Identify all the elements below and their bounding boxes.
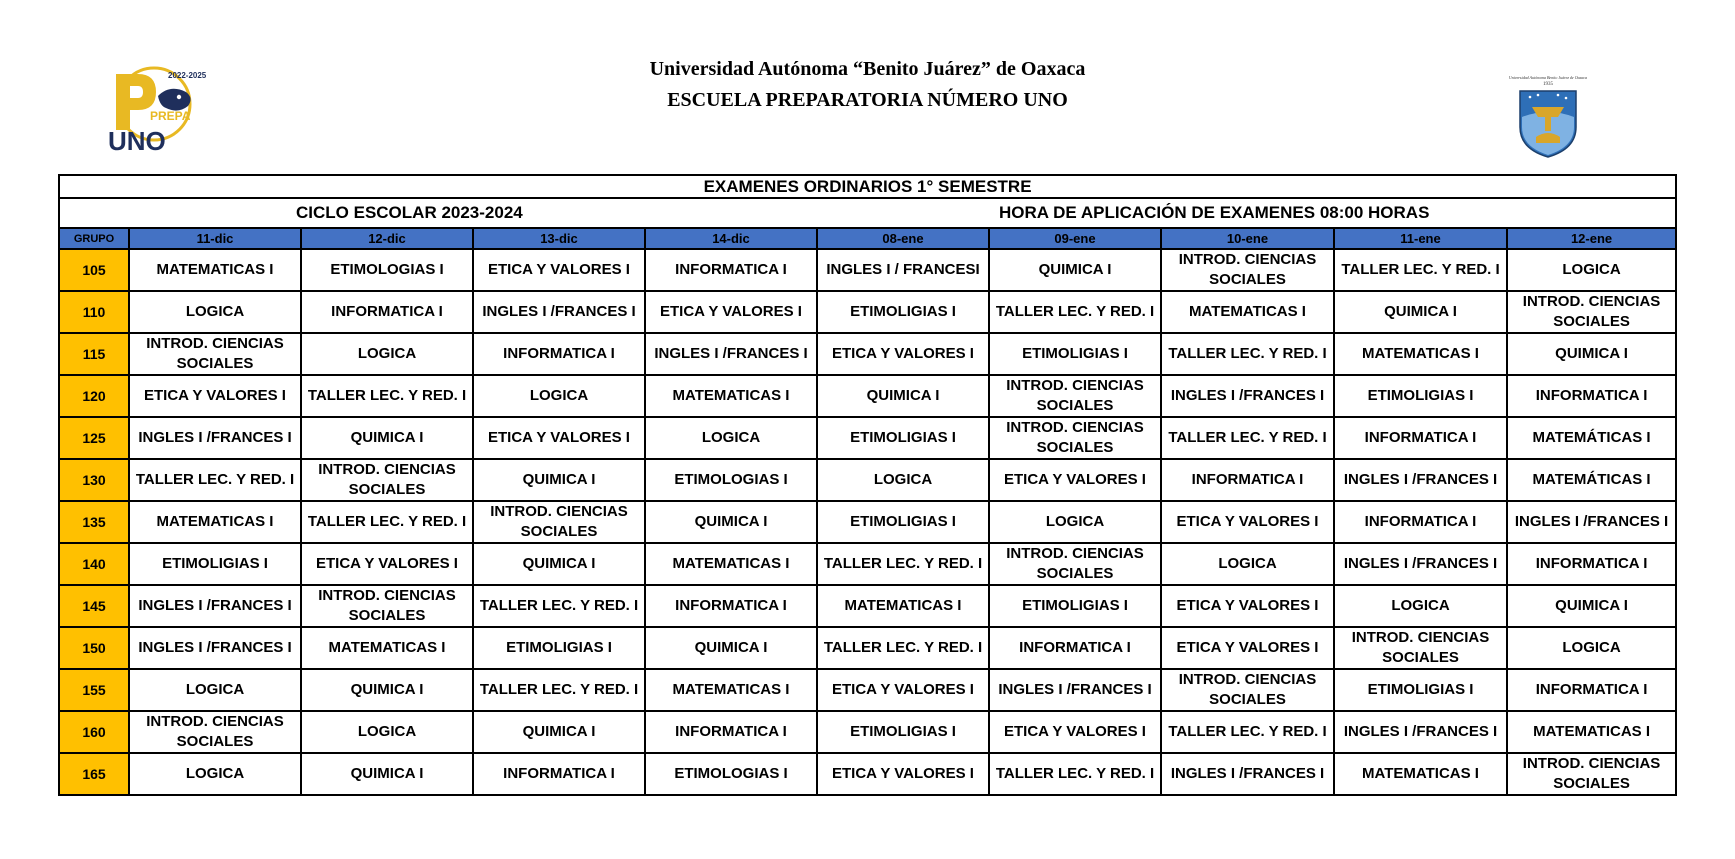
exam-subject-cell: LOGICA: [301, 333, 473, 375]
exam-subject-cell: INGLES I /FRANCES I: [1161, 375, 1334, 417]
seal-year-text: 1935: [1543, 82, 1553, 87]
exam-subject-cell: INTROD. CIENCIAS SOCIALES: [1507, 291, 1676, 333]
date-header: 08-ene: [817, 228, 989, 249]
group-column-header: GRUPO: [59, 228, 129, 249]
exam-subject-cell: MATEMATICAS I: [817, 585, 989, 627]
group-number: 105: [59, 249, 129, 291]
date-header: 10-ene: [1161, 228, 1334, 249]
exam-subject-cell: ETIMOLIGIAS I: [1334, 669, 1507, 711]
school-cycle: CICLO ESCOLAR 2023-2024: [296, 203, 523, 222]
exam-subject-cell: INFORMATICA I: [1334, 501, 1507, 543]
exam-subject-cell: LOGICA: [1507, 249, 1676, 291]
exam-subject-cell: ETIMOLOGIAS I: [645, 459, 817, 501]
exam-subject-cell: INTROD. CIENCIAS SOCIALES: [129, 711, 301, 753]
exam-subject-cell: INTROD. CIENCIAS SOCIALES: [473, 501, 645, 543]
seal-caption-text: Universidad Autónoma Benito Juárez de Oaxaca: [1508, 75, 1588, 80]
exam-subject-cell: MATEMATICAS I: [645, 669, 817, 711]
exam-subject-cell: INTROD. CIENCIAS SOCIALES: [1507, 753, 1676, 795]
exam-subject-cell: ETIMOLIGIAS I: [1334, 375, 1507, 417]
table-row: [59, 543, 1676, 585]
exam-subject-cell: ETIMOLIGIAS I: [817, 501, 989, 543]
table-row: [59, 333, 1676, 375]
exam-subject-cell: QUIMICA I: [473, 543, 645, 585]
exam-subject-cell: INFORMATICA I: [1507, 375, 1676, 417]
group-number: 150: [59, 627, 129, 669]
date-header: 13-dic: [473, 228, 645, 249]
exam-subject-cell: TALLER LEC. Y RED. I: [1161, 711, 1334, 753]
title-row: [59, 175, 1676, 198]
exam-subject-cell: MATEMATICAS I: [645, 375, 817, 417]
exam-subject-cell: INTROD. CIENCIAS SOCIALES: [129, 333, 301, 375]
schedule-title: EXAMENES ORDINARIOS 1° SEMESTRE: [59, 175, 1676, 198]
exam-subject-cell: MATEMATICAS I: [129, 249, 301, 291]
exam-subject-cell: ETICA Y VALORES I: [645, 291, 817, 333]
exam-subject-cell: INTROD. CIENCIAS SOCIALES: [1161, 249, 1334, 291]
table-row: [59, 753, 1676, 795]
group-number: 140: [59, 543, 129, 585]
exam-subject-cell: INGLES I /FRANCES I: [129, 417, 301, 459]
exam-hour: HORA DE APLICACIÓN DE EXAMENES 08:00 HORAS: [999, 203, 1430, 222]
exam-subject-cell: LOGICA: [129, 291, 301, 333]
logo-prepa-text: PREPA: [150, 109, 191, 123]
exam-subject-cell: ETIMOLIGIAS I: [817, 711, 989, 753]
exam-subject-cell: ETIMOLOGIAS I: [301, 249, 473, 291]
exam-subject-cell: LOGICA: [301, 711, 473, 753]
exam-subject-cell: MATEMATICAS I: [1334, 753, 1507, 795]
exam-subject-cell: INGLES I /FRANCES I: [129, 627, 301, 669]
group-number: 130: [59, 459, 129, 501]
exam-subject-cell: LOGICA: [645, 417, 817, 459]
exam-subject-cell: QUIMICA I: [1507, 585, 1676, 627]
table-row: [59, 585, 1676, 627]
exam-subject-cell: TALLER LEC. Y RED. I: [301, 501, 473, 543]
exam-subject-cell: ETICA Y VALORES I: [1161, 627, 1334, 669]
exam-subject-cell: MATEMATICAS I: [129, 501, 301, 543]
exam-subject-cell: ETIMOLIGIAS I: [817, 417, 989, 459]
group-number: 125: [59, 417, 129, 459]
date-header: 09-ene: [989, 228, 1161, 249]
exam-subject-cell: QUIMICA I: [645, 627, 817, 669]
group-number: 115: [59, 333, 129, 375]
exam-subject-cell: QUIMICA I: [1507, 333, 1676, 375]
exam-subject-cell: INFORMATICA I: [645, 711, 817, 753]
exam-subject-cell: MATEMÁTICAS I: [1507, 459, 1676, 501]
exam-subject-cell: ETIMOLIGIAS I: [817, 291, 989, 333]
exam-subject-cell: INTROD. CIENCIAS SOCIALES: [301, 585, 473, 627]
exam-subject-cell: ETICA Y VALORES I: [817, 333, 989, 375]
exam-subject-cell: ETICA Y VALORES I: [817, 669, 989, 711]
table-row: [59, 291, 1676, 333]
table-row: [59, 669, 1676, 711]
exam-subject-cell: ETICA Y VALORES I: [473, 417, 645, 459]
exam-subject-cell: INTROD. CIENCIAS SOCIALES: [989, 375, 1161, 417]
exam-subject-cell: INGLES I /FRANCES I: [1507, 501, 1676, 543]
logo-uno-text: UNO: [108, 126, 166, 156]
exam-subject-cell: INFORMATICA I: [645, 249, 817, 291]
exam-subject-cell: LOGICA: [129, 669, 301, 711]
table-row: [59, 375, 1676, 417]
school-name: ESCUELA PREPARATORIA NÚMERO UNO: [667, 89, 1068, 111]
exam-subject-cell: TALLER LEC. Y RED. I: [473, 585, 645, 627]
exam-subject-cell: TALLER LEC. Y RED. I: [817, 627, 989, 669]
exam-subject-cell: INGLES I /FRANCES I: [1334, 543, 1507, 585]
exam-subject-cell: TALLER LEC. Y RED. I: [1161, 417, 1334, 459]
exam-subject-cell: INGLES I /FRANCES I: [1161, 753, 1334, 795]
uabjo-seal-logo: [1508, 73, 1588, 159]
exam-subject-cell: ETIMOLIGIAS I: [989, 333, 1161, 375]
exam-subject-cell: LOGICA: [1161, 543, 1334, 585]
exam-subject-cell: TALLER LEC. Y RED. I: [989, 291, 1161, 333]
date-header: 12-ene: [1507, 228, 1676, 249]
table-row: [59, 627, 1676, 669]
exam-subject-cell: ETICA Y VALORES I: [1161, 585, 1334, 627]
group-number: 145: [59, 585, 129, 627]
exam-subject-cell: INGLES I /FRANCES I: [129, 585, 301, 627]
exam-subject-cell: QUIMICA I: [1334, 291, 1507, 333]
exam-subject-cell: INTROD. CIENCIAS SOCIALES: [989, 417, 1161, 459]
exam-subject-cell: LOGICA: [1334, 585, 1507, 627]
exam-subject-cell: QUIMICA I: [473, 711, 645, 753]
exam-subject-cell: MATEMÁTICAS I: [1507, 417, 1676, 459]
exam-subject-cell: QUIMICA I: [301, 417, 473, 459]
table-row: [59, 417, 1676, 459]
exam-subject-cell: INTROD. CIENCIAS SOCIALES: [989, 543, 1161, 585]
exam-subject-cell: MATEMATICAS I: [1334, 333, 1507, 375]
exam-subject-cell: ETIMOLIGIAS I: [989, 585, 1161, 627]
exam-subject-cell: TALLER LEC. Y RED. I: [817, 543, 989, 585]
exam-subject-cell: INFORMATICA I: [301, 291, 473, 333]
exam-subject-cell: INFORMATICA I: [1507, 669, 1676, 711]
group-number: 110: [59, 291, 129, 333]
exam-subject-cell: LOGICA: [989, 501, 1161, 543]
exam-subject-cell: MATEMATICAS I: [301, 627, 473, 669]
exam-subject-cell: ETICA Y VALORES I: [301, 543, 473, 585]
cycle-row: [59, 198, 1676, 228]
group-number: 155: [59, 669, 129, 711]
exam-subject-cell: LOGICA: [129, 753, 301, 795]
table-row: [59, 711, 1676, 753]
exam-subject-cell: QUIMICA I: [817, 375, 989, 417]
exam-subject-cell: INFORMATICA I: [473, 333, 645, 375]
exam-subject-cell: QUIMICA I: [301, 753, 473, 795]
exam-subject-cell: QUIMICA I: [473, 459, 645, 501]
exam-subject-cell: INGLES I /FRANCES I: [1334, 459, 1507, 501]
group-number: 135: [59, 501, 129, 543]
exam-subject-cell: ETICA Y VALORES I: [473, 249, 645, 291]
table-row: [59, 459, 1676, 501]
exam-subject-cell: INGLES I /FRANCES I: [645, 333, 817, 375]
exam-subject-cell: INTROD. CIENCIAS SOCIALES: [1334, 627, 1507, 669]
exam-subject-cell: ETICA Y VALORES I: [817, 753, 989, 795]
exam-subject-cell: INGLES I /FRANCES I: [989, 669, 1161, 711]
exam-subject-cell: QUIMICA I: [645, 501, 817, 543]
exam-subject-cell: MATEMATICAS I: [1507, 711, 1676, 753]
logo-years-text: 2022-2025: [168, 71, 207, 80]
exam-subject-cell: INFORMATICA I: [1161, 459, 1334, 501]
exam-subject-cell: LOGICA: [473, 375, 645, 417]
exam-subject-cell: LOGICA: [1507, 627, 1676, 669]
date-header: 14-dic: [645, 228, 817, 249]
exam-subject-cell: ETICA Y VALORES I: [129, 375, 301, 417]
university-name: Universidad Autónoma “Benito Juárez” de Oaxaca: [649, 58, 1086, 80]
exam-subject-cell: ETICA Y VALORES I: [989, 711, 1161, 753]
exam-subject-cell: ETICA Y VALORES I: [1161, 501, 1334, 543]
exam-subject-cell: INGLES I / FRANCESI: [817, 249, 989, 291]
group-number: 165: [59, 753, 129, 795]
table-row: [59, 249, 1676, 291]
exam-subject-cell: INFORMATICA I: [1334, 417, 1507, 459]
exam-subject-cell: INTROD. CIENCIAS SOCIALES: [1161, 669, 1334, 711]
date-header-row: [59, 228, 1676, 249]
exam-subject-cell: TALLER LEC. Y RED. I: [989, 753, 1161, 795]
exam-subject-cell: INGLES I /FRANCES I: [473, 291, 645, 333]
exam-subject-cell: INGLES I /FRANCES I: [1334, 711, 1507, 753]
exam-subject-cell: MATEMATICAS I: [1161, 291, 1334, 333]
exam-subject-cell: ETIMOLIGIAS I: [473, 627, 645, 669]
group-number: 120: [59, 375, 129, 417]
exam-subject-cell: MATEMATICAS I: [645, 543, 817, 585]
exam-subject-cell: INFORMATICA I: [473, 753, 645, 795]
date-header: 12-dic: [301, 228, 473, 249]
exam-subject-cell: TALLER LEC. Y RED. I: [129, 459, 301, 501]
exam-subject-cell: ETIMOLIGIAS I: [129, 543, 301, 585]
date-header: 11-dic: [129, 228, 301, 249]
exam-subject-cell: LOGICA: [817, 459, 989, 501]
exam-subject-cell: QUIMICA I: [301, 669, 473, 711]
exam-subject-cell: INTROD. CIENCIAS SOCIALES: [301, 459, 473, 501]
exam-subject-cell: INFORMATICA I: [645, 585, 817, 627]
table-row: [59, 501, 1676, 543]
exam-subject-cell: ETIMOLOGIAS I: [645, 753, 817, 795]
exam-subject-cell: TALLER LEC. Y RED. I: [1161, 333, 1334, 375]
exam-subject-cell: INFORMATICA I: [1507, 543, 1676, 585]
exam-subject-cell: ETICA Y VALORES I: [989, 459, 1161, 501]
exam-subject-cell: TALLER LEC. Y RED. I: [1334, 249, 1507, 291]
date-header: 11-ene: [1334, 228, 1507, 249]
exam-subject-cell: QUIMICA I: [989, 249, 1161, 291]
exam-schedule-table: [58, 174, 1677, 796]
exam-subject-cell: TALLER LEC. Y RED. I: [473, 669, 645, 711]
exam-subject-cell: INFORMATICA I: [989, 627, 1161, 669]
exam-subject-cell: TALLER LEC. Y RED. I: [301, 375, 473, 417]
group-number: 160: [59, 711, 129, 753]
